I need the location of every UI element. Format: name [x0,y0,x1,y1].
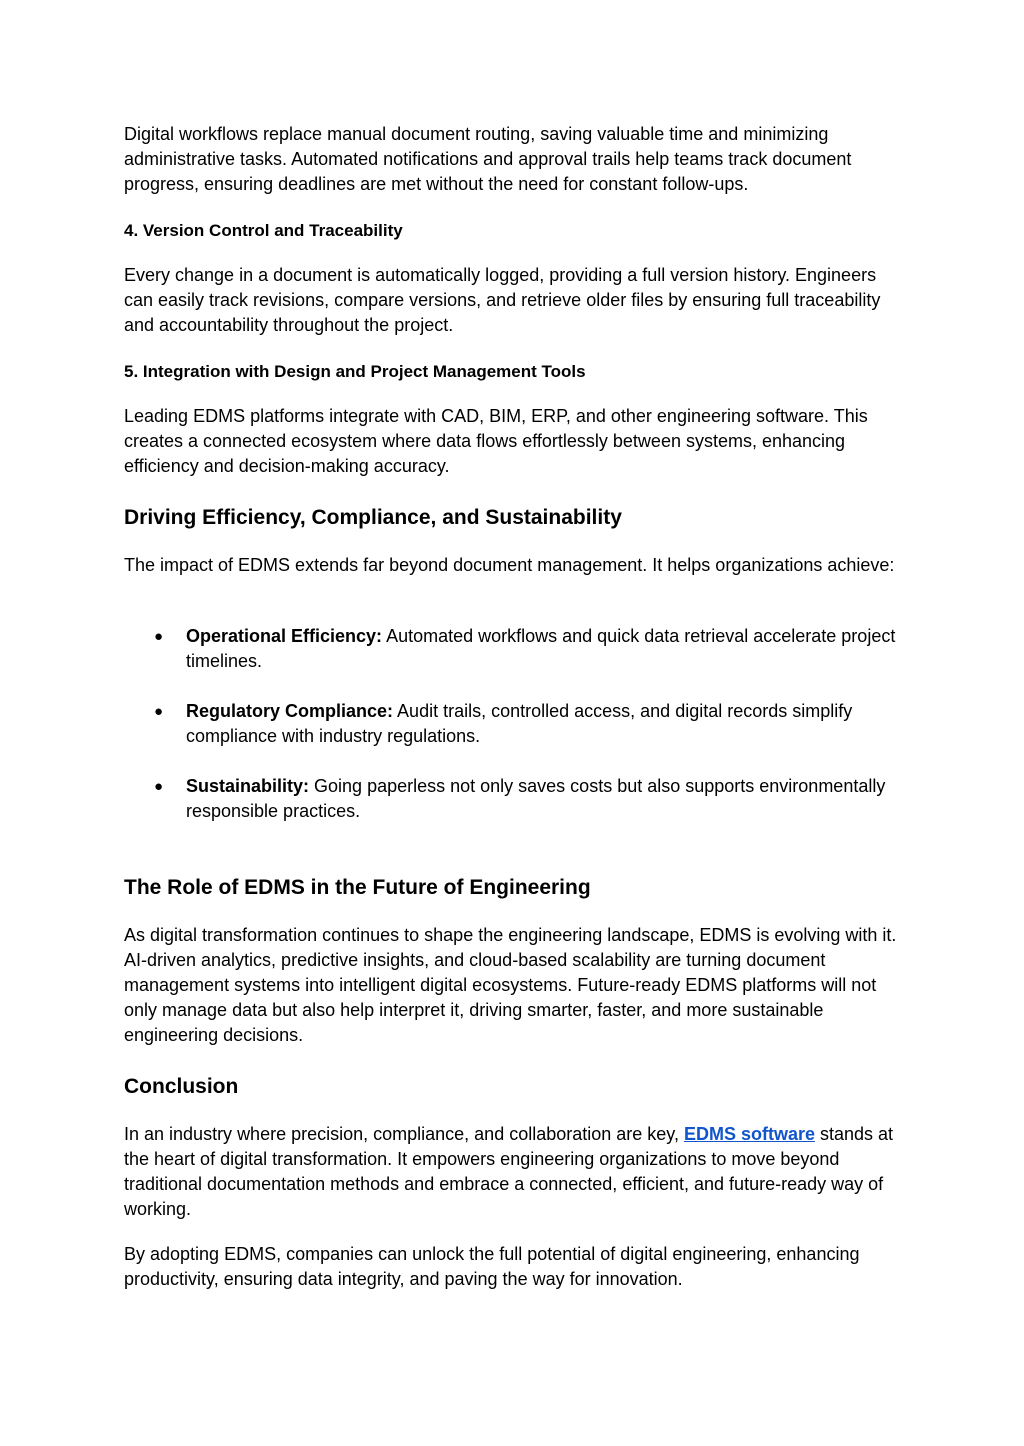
edms-software-link[interactable]: EDMS software [683,1124,815,1144]
bullet-text [186,699,906,749]
bullet-text [186,624,906,674]
bullet-text [186,774,906,824]
paragraph-conclusion [124,1122,904,1222]
conclusion-text-end: stands at the heart of digital transformation. It empowers engineering organizations to move beyond traditional documentation methods and embrace a connected, efficient, and future-ready way of working. [124,1124,894,1219]
paragraph-integration: Leading EDMS platforms integrate with CAD, BIM, ERP, and other engineering software. This creates a connected ecosystem where data flows effortlessly between systems, enhancing efficiency and decision-making accuracy. [124,406,868,476]
heading-integration: 5. Integration with Design and Project Management Tools [124,362,586,381]
bullet-icon: ● [154,628,164,645]
paragraph-version-control: Every change in a document is automatically logged, providing a full version history. Engineers can easily track revisions, compare versions, and retrieve older files by ensuring full traceability and accountability throughout the project. [124,265,881,335]
paragraph-workflows: Digital workflows replace manual document routing, saving valuable time and minimizing administrative tasks. Automated notifications and approval trails help teams track document progress, ensuring deadlines are met without the need for constant follow-ups. [124,124,852,194]
heading-role-of-edms: The Role of EDMS in the Future of Engineering [124,876,591,899]
paragraph-future: As digital transformation continues to shape the engineering landscape, EDMS is evolving with it. AI-driven analytics, predictive insights, and cloud-based scalability are turning document management systems into intelligent digital ecosystems. Future-ready EDMS platforms will not only manage data but also help interpret it, driving smarter, faster, and more sustainable engineering decisions. [124,925,897,1045]
paragraph-impact: The impact of EDMS extends far beyond document management. It helps organizations achieve: [124,555,895,575]
heading-driving-efficiency: Driving Efficiency, Compliance, and Sustainability [124,506,622,529]
bullet-body: Audit trails, controlled access, and digital records simplify compliance with industry regulations. [186,701,853,746]
heading-conclusion: Conclusion [124,1075,239,1098]
bullet-label: Sustainability: [186,776,310,796]
bullet-label: Operational Efficiency: [186,626,383,646]
bullet-label: Regulatory Compliance: [186,701,394,721]
bullet-body: Automated workflows and quick data retrieval accelerate project timelines. [186,626,896,671]
heading-version-control: 4. Version Control and Traceability [124,221,403,240]
bullet-icon: ● [154,778,164,795]
bullet-body: Going paperless not only saves costs but also supports environmentally responsible practices. [186,776,886,821]
conclusion-text-start: In an industry where precision, compliance, and collaboration are key, [124,1124,684,1144]
bullet-icon: ● [154,703,164,720]
paragraph-closing: By adopting EDMS, companies can unlock the full potential of digital engineering, enhancing productivity, ensuring data integrity, and paving the way for innovation. [124,1244,860,1289]
